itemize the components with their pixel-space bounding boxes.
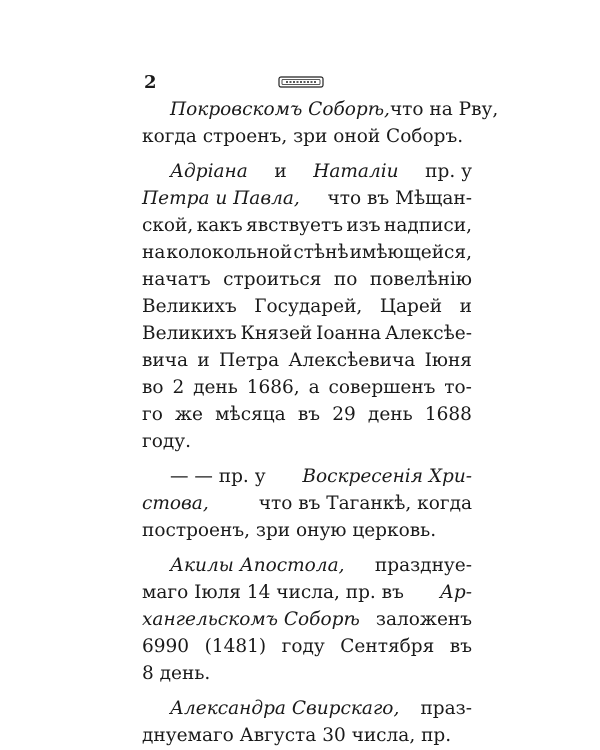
word: Іоанна <box>316 323 382 344</box>
italic-segment: хангельскомъ Соборѣ <box>142 609 360 630</box>
text-segment: и <box>274 161 287 182</box>
text-line <box>142 347 472 374</box>
text-segment: 8 день. <box>142 663 211 684</box>
word: вича <box>142 350 189 371</box>
body-text <box>142 96 499 749</box>
text-line <box>142 579 472 606</box>
text-segment: маго Іюля 14 числа, пр. въ <box>142 582 404 603</box>
word: повелѣнію <box>369 269 472 290</box>
paragraph <box>142 552 472 687</box>
word: во <box>142 377 164 398</box>
text-line <box>142 517 472 544</box>
paragraph-gap <box>142 150 472 158</box>
text-line <box>142 320 472 347</box>
word: Алексѣевича <box>288 350 416 371</box>
text-segment: что въ Мѣщан- <box>327 188 472 209</box>
word: же <box>175 404 203 425</box>
header-ornament-icon <box>278 76 324 88</box>
word: имѣющейся, <box>349 242 472 263</box>
text-segment: году. <box>142 431 191 452</box>
paragraph-gap <box>142 455 472 463</box>
word: 2 <box>172 377 185 398</box>
word: мѣсяца <box>215 404 286 425</box>
word: Князей <box>240 323 313 344</box>
paragraph-gap <box>142 687 472 695</box>
paragraph-gap <box>142 544 472 552</box>
italic-segment: Петра и Павла, <box>142 188 300 209</box>
word: то- <box>444 377 472 398</box>
word: надписи, <box>383 215 472 236</box>
text-line <box>142 158 472 185</box>
word: по <box>333 269 358 290</box>
word: совершенъ <box>328 377 436 398</box>
word: Сентября <box>340 636 435 657</box>
text-line <box>142 212 472 239</box>
word: на <box>142 242 166 263</box>
word: день <box>367 404 413 425</box>
paragraph <box>142 695 472 749</box>
paragraph <box>142 96 499 150</box>
text-line <box>142 239 472 266</box>
text-segment: построенъ, зри оную церковь. <box>142 520 437 541</box>
word: 29 <box>332 404 356 425</box>
word: Царей <box>379 296 443 317</box>
page-header <box>140 72 470 96</box>
text-segment: заложенъ <box>375 609 472 630</box>
word: въ <box>449 636 472 657</box>
text-segment: праз- <box>420 698 472 719</box>
word: стѣнѣ <box>293 242 349 263</box>
text-segment: пр. у <box>425 161 472 182</box>
text-line <box>142 374 472 401</box>
text-line <box>142 185 472 212</box>
italic-segment: Наталіи <box>313 161 399 182</box>
text-line <box>142 695 472 722</box>
word: начатъ <box>142 269 211 290</box>
word: Іюня <box>424 350 472 371</box>
text-segment: днуемаго Августа 30 числа, пр. <box>142 725 452 746</box>
word: строиться <box>223 269 322 290</box>
word: а <box>308 377 320 398</box>
word: 6990 <box>142 636 190 657</box>
italic-segment: Акилы Апостола, <box>170 555 345 576</box>
text-line <box>142 123 472 150</box>
word: изъ <box>346 215 381 236</box>
word: какъ <box>196 215 243 236</box>
text-segment: — — пр. у <box>170 466 266 487</box>
word: и <box>459 296 472 317</box>
paragraph <box>142 158 472 455</box>
text-line <box>142 552 472 579</box>
text-segment: что на Рву, <box>389 99 499 120</box>
word: день <box>193 377 238 398</box>
word: году <box>281 636 325 657</box>
text-line <box>142 606 472 633</box>
text-line <box>142 633 472 660</box>
page-number: 2 <box>144 72 157 93</box>
italic-segment: Александра Свирскаго, <box>170 698 400 719</box>
word: колокольной <box>166 242 293 263</box>
paragraph <box>142 463 472 544</box>
text-line <box>142 463 472 490</box>
italic-segment: Ар- <box>439 582 472 603</box>
italic-segment: Воскресенія Хри- <box>302 466 472 487</box>
text-line <box>142 428 472 455</box>
text-line <box>142 401 472 428</box>
text-segment: когда строенъ, зри оной Соборъ. <box>142 126 464 147</box>
word: Петра <box>218 350 280 371</box>
text-segment: что въ Таганкѣ, когда <box>258 493 472 514</box>
text-line <box>142 722 472 749</box>
word: Великихъ <box>142 296 237 317</box>
word: 1688 <box>424 404 472 425</box>
text-line <box>142 293 472 320</box>
italic-segment: Покровскомъ Соборѣ, <box>170 99 390 120</box>
text-line <box>142 96 499 123</box>
word: явствуетъ <box>246 215 343 236</box>
word: (1481) <box>204 636 267 657</box>
word: ской, <box>142 215 194 236</box>
word: 1686, <box>246 377 300 398</box>
word: Великихъ <box>142 323 237 344</box>
italic-segment: стова, <box>142 493 209 514</box>
word: Государей, <box>254 296 363 317</box>
text-line <box>142 660 472 687</box>
word: го <box>142 404 163 425</box>
word: Алексѣе- <box>384 323 472 344</box>
word: и <box>197 350 210 371</box>
word: въ <box>297 404 321 425</box>
italic-segment: Адріана <box>170 161 248 182</box>
text-segment: празднуе- <box>374 555 472 576</box>
text-line <box>142 266 472 293</box>
text-line <box>142 490 472 517</box>
